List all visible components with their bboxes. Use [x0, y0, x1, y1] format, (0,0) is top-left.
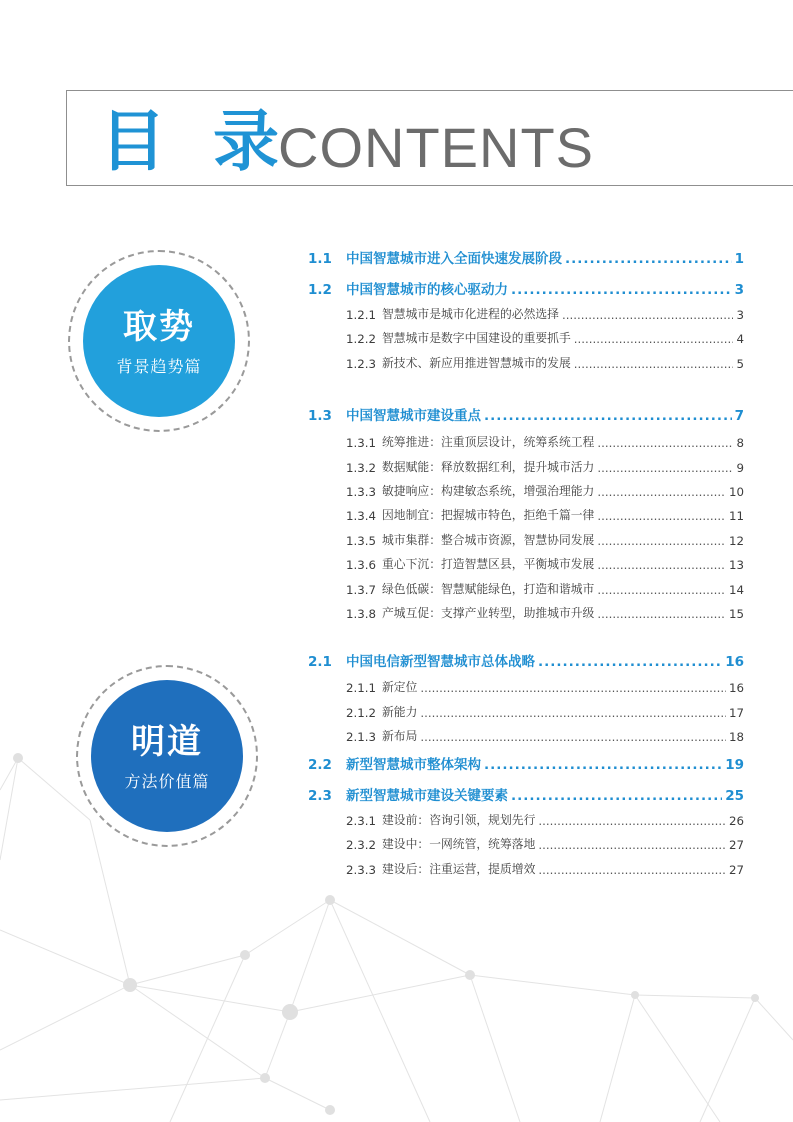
toc-entry-page: 8	[736, 436, 744, 450]
toc-entry-title: 建设后：注重运营，提质增效	[382, 862, 536, 876]
toc-entry-title: 中国智慧城市建设重点	[346, 408, 481, 424]
toc-dot-leader	[597, 461, 733, 475]
toc-entry-page: 15	[728, 607, 744, 621]
toc-entry-number: 1.2.1	[346, 308, 377, 322]
toc-entry-title: 产城互促：支撑产业转型，助推城市升级	[382, 606, 595, 620]
toc-dot-leader	[511, 282, 732, 298]
toc-entry-title: 中国电信新型智慧城市总体战略	[346, 654, 535, 670]
toc-entry-number: 1.3.6	[346, 558, 377, 572]
toc-entry-number: 1.1	[308, 251, 332, 267]
toc-entry-number: 2.3.3	[346, 863, 377, 877]
toc-entry-number: 1.2.3	[346, 357, 377, 371]
toc-entry-page: 26	[728, 814, 744, 828]
toc-subsection-entry[interactable]	[308, 806, 744, 828]
toc-entry-title: 因地制宜：把握城市特色，拒绝千篇一律	[382, 508, 595, 522]
toc-entry-title: 建设中：一网统管，统筹落地	[382, 837, 536, 851]
toc-entry-page: 19	[725, 757, 744, 773]
toc-subsection-entry[interactable]	[308, 722, 744, 744]
toc-dot-leader	[511, 788, 722, 804]
toc-entry-page: 14	[728, 583, 744, 597]
toc-entry-number: 2.3.1	[346, 814, 377, 828]
toc-subsection-entry[interactable]	[308, 428, 744, 450]
toc-subsection-entry[interactable]	[308, 673, 744, 695]
toc-entry-title: 新定位	[382, 680, 418, 694]
toc-entry-page: 10	[728, 485, 744, 499]
toc-subsection-entry[interactable]	[308, 575, 744, 597]
badge-circle	[83, 265, 235, 417]
toc-subsection-entry[interactable]	[308, 501, 744, 523]
toc-section-entry[interactable]	[308, 276, 744, 298]
toc-dot-leader	[565, 251, 732, 267]
toc-section-entry[interactable]	[308, 782, 744, 804]
toc-entry-page: 7	[734, 408, 744, 424]
toc-entry-number: 2.3.2	[346, 838, 377, 852]
toc-entry-number: 2.1.3	[346, 730, 377, 744]
badge-title: 明道	[131, 721, 203, 762]
toc-entry-number: 2.3	[308, 788, 332, 804]
toc-entry-title: 重心下沉：打造智慧区县，平衡城市发展	[382, 557, 595, 571]
toc-dot-leader	[538, 838, 726, 852]
toc-subsection-entry[interactable]	[308, 830, 744, 852]
toc-entry-title: 敏捷响应：构建敏态系统，增强治理能力	[382, 484, 595, 498]
toc-entry-page: 3	[734, 282, 744, 298]
toc-entry-title: 城市集群：整合城市资源，智慧协同发展	[382, 533, 595, 547]
toc-entry-number: 1.2	[308, 282, 332, 298]
toc-dot-leader	[562, 308, 734, 322]
badge-subtitle: 背景趋势篇	[116, 356, 202, 376]
toc-entry-page: 16	[728, 681, 744, 695]
toc-entry-number: 1.3.1	[346, 436, 377, 450]
toc-entry-number: 1.3.4	[346, 509, 377, 523]
toc-entry-title: 新型智慧城市建设关键要素	[346, 788, 508, 804]
toc-dot-leader	[597, 607, 726, 621]
toc-subsection-entry[interactable]	[308, 300, 744, 322]
toc-entry-page: 11	[728, 509, 744, 523]
toc-entry-title: 新布局	[382, 729, 418, 743]
toc-entry-title: 智慧城市是数字中国建设的重要抓手	[382, 331, 571, 345]
section-badge-mingdao	[76, 665, 258, 847]
toc-subsection-entry[interactable]	[308, 855, 744, 877]
section-badge-qushi	[68, 250, 250, 432]
toc-dot-leader	[597, 485, 726, 499]
toc-entry-number: 2.1	[308, 654, 332, 670]
toc-dot-leader	[597, 583, 726, 597]
toc-dot-leader	[597, 509, 726, 523]
toc-subsection-entry[interactable]	[308, 550, 744, 572]
toc-dot-leader	[597, 534, 726, 548]
toc-entry-title: 建设前：咨询引领，规划先行	[382, 813, 536, 827]
toc-subsection-entry[interactable]	[308, 698, 744, 720]
toc-entry-number: 2.2	[308, 757, 332, 773]
toc-entry-number: 1.3	[308, 408, 332, 424]
toc-dot-leader	[538, 654, 722, 670]
toc-entry-title: 智慧城市是城市化进程的必然选择	[382, 307, 559, 321]
page-title-cn: 目 录	[100, 103, 291, 180]
toc-entry-page: 9	[736, 461, 744, 475]
toc-entry-title: 新型智慧城市整体架构	[346, 757, 481, 773]
toc-entry-page: 17	[728, 706, 744, 720]
toc-entry-title: 新技术、新应用推进智慧城市的发展	[382, 356, 571, 370]
toc-dot-leader	[420, 681, 726, 695]
toc-entry-page: 18	[728, 730, 744, 744]
toc-section-entry[interactable]	[308, 648, 744, 670]
toc-entry-page: 25	[725, 788, 744, 804]
toc-entry-number: 1.3.3	[346, 485, 377, 499]
page-title-en: CONTENTS	[278, 116, 594, 179]
toc-subsection-entry[interactable]	[308, 599, 744, 621]
toc-dot-leader	[574, 357, 734, 371]
toc-entry-number: 1.3.8	[346, 607, 377, 621]
toc-dot-leader	[597, 436, 733, 450]
badge-subtitle: 方法价值篇	[124, 771, 210, 791]
toc-entry-title: 统筹推进：注重顶层设计，统筹系统工程	[382, 435, 595, 449]
toc-entry-title: 绿色低碳：智慧赋能绿色，打造和谐城市	[382, 582, 595, 596]
toc-entry-number: 1.3.7	[346, 583, 377, 597]
toc-dot-leader	[420, 730, 726, 744]
toc-entry-title: 中国智慧城市进入全面快速发展阶段	[346, 251, 562, 267]
toc-entry-page: 27	[728, 838, 744, 852]
toc-entry-title: 数据赋能：释放数据红利，提升城市活力	[382, 460, 595, 474]
toc-entry-page: 16	[725, 654, 744, 670]
badge-title: 取势	[123, 306, 195, 347]
toc-entry-number: 1.3.2	[346, 461, 377, 475]
toc-entry-number: 2.1.2	[346, 706, 377, 720]
toc-subsection-entry[interactable]	[308, 526, 744, 548]
toc-entry-title: 中国智慧城市的核心驱动力	[346, 282, 508, 298]
toc-dot-leader	[597, 558, 726, 572]
toc-entry-page: 1	[734, 251, 744, 267]
toc-dot-leader	[538, 814, 726, 828]
badge-circle	[91, 680, 243, 832]
toc-entry-page: 5	[736, 357, 744, 371]
toc-entry-number: 2.1.1	[346, 681, 377, 695]
toc-subsection-entry[interactable]	[308, 349, 744, 371]
toc-entry-page: 13	[728, 558, 744, 572]
toc-section-entry[interactable]	[308, 245, 744, 267]
toc-dot-leader	[538, 863, 726, 877]
toc-entry-number: 1.3.5	[346, 534, 377, 548]
toc-dot-leader	[574, 332, 734, 346]
toc-subsection-entry[interactable]	[308, 324, 744, 346]
toc-section-entry[interactable]	[308, 402, 744, 424]
toc-subsection-entry[interactable]	[308, 453, 744, 475]
toc-entry-number: 1.2.2	[346, 332, 377, 346]
toc-entry-title: 新能力	[382, 705, 418, 719]
toc-dot-leader	[420, 706, 726, 720]
toc-dot-leader	[484, 757, 722, 773]
toc-entry-page: 3	[736, 308, 744, 322]
toc-section-entry[interactable]	[308, 751, 744, 773]
toc-entry-page: 4	[736, 332, 744, 346]
toc-entry-page: 12	[728, 534, 744, 548]
toc-subsection-entry[interactable]	[308, 477, 744, 499]
toc-entry-page: 27	[728, 863, 744, 877]
toc-dot-leader	[484, 408, 732, 424]
